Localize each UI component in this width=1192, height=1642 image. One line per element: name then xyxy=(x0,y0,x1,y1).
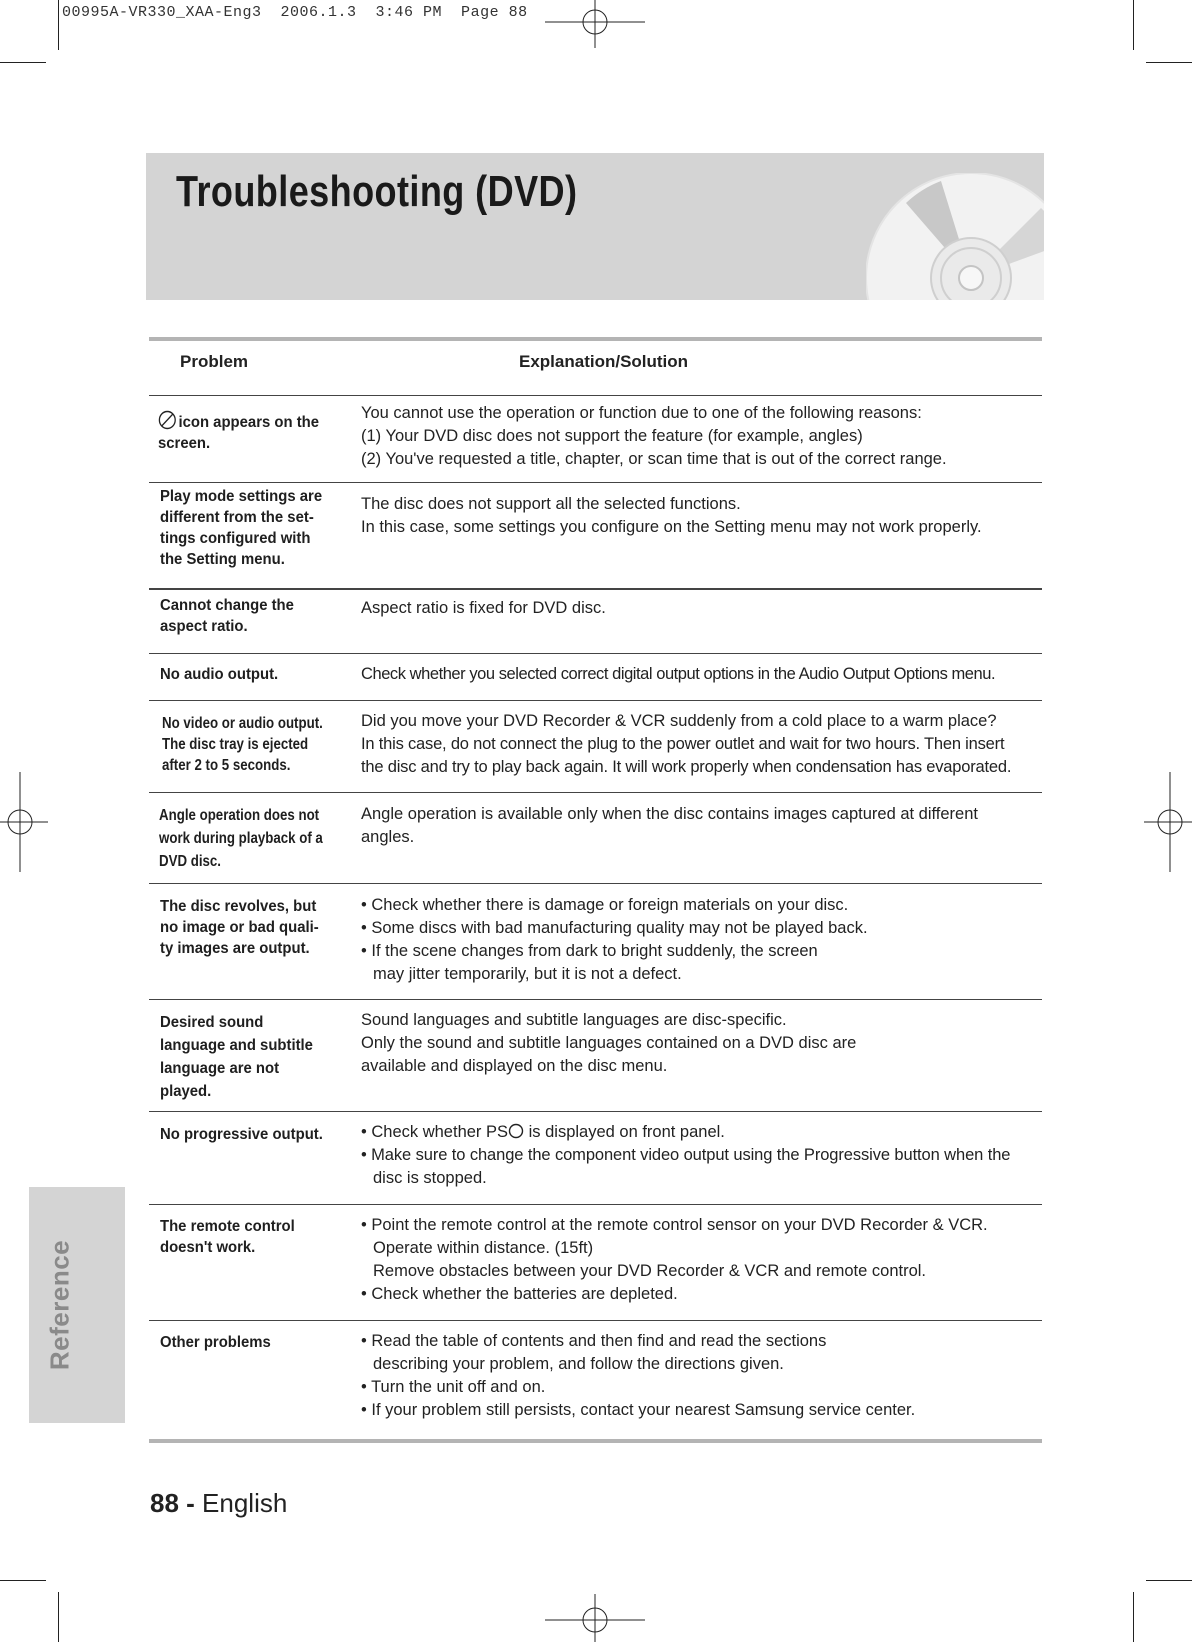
problem-cell xyxy=(158,410,325,454)
section-side-tab xyxy=(29,1187,125,1423)
crop-mark xyxy=(1146,1580,1192,1581)
section-side-tab-label: Reference xyxy=(44,1239,75,1371)
solution-cell xyxy=(361,1121,1051,1190)
solution-cell xyxy=(361,1214,1051,1306)
solution-cell xyxy=(361,597,1051,620)
solution-line: • If your problem still persists, contact your nearest Samsung service center. xyxy=(361,1401,916,1419)
solution-line: • Read the table of contents and then find and read the sections xyxy=(361,1332,827,1350)
solution-line: The disc does not support all the selected functions. xyxy=(361,495,741,513)
crop-mark xyxy=(0,62,46,63)
row-divider xyxy=(149,588,1042,590)
registration-mark-top xyxy=(545,0,645,50)
registration-mark-right xyxy=(1142,772,1192,872)
row-divider xyxy=(149,1111,1042,1112)
solution-line: Operate within distance. (15ft) xyxy=(373,1239,594,1257)
page-language: English xyxy=(202,1488,288,1518)
solution-line: the disc and try to play back again. It will work properly when condensation has evaporated. xyxy=(361,758,1012,776)
solution-line: Angle operation is available only when the disc contains images captured at different xyxy=(361,805,978,823)
solution-line: • Turn the unit off and on. xyxy=(361,1378,546,1396)
solution-line: • Check whether the batteries are depleted. xyxy=(361,1285,678,1303)
title-band xyxy=(146,153,1044,300)
row-divider xyxy=(149,999,1042,1000)
column-header-solution: Explanation/Solution xyxy=(519,352,689,371)
page-footer xyxy=(150,1488,287,1519)
solution-cell xyxy=(361,1330,1051,1422)
solution-line: In this case, some settings you configure on the Setting menu may not work properly. xyxy=(361,518,982,536)
solution-line: angles. xyxy=(361,828,415,846)
problem-cell: Cannot change the aspect ratio. xyxy=(160,597,294,635)
progressive-indicator-icon xyxy=(508,1123,524,1139)
row-divider xyxy=(149,792,1042,793)
solution-line: describing your problem, and follow the directions given. xyxy=(373,1355,784,1373)
problem-cell: Desired sound language and subtitle language are not played. xyxy=(160,1014,313,1100)
problem-cell: No video or audio output. The disc tray is ejected after 2 to 5 seconds. xyxy=(162,715,323,774)
crop-mark xyxy=(0,1580,46,1581)
print-header: 00995A-VR330_XAA-Eng3 2006.1.3 3:46 PM Page 88 xyxy=(62,4,528,21)
problem-cell: Other problems xyxy=(160,1334,271,1351)
prohibited-icon xyxy=(158,410,177,430)
solution-line: disc is stopped. xyxy=(373,1169,487,1187)
solution-line: In this case, do not connect the plug to the power outlet and wait for two hours. Then insert xyxy=(361,735,1005,753)
row-divider xyxy=(149,482,1042,483)
solution-line: • Make sure to change the component video output using the Progressive button when the xyxy=(361,1146,1011,1164)
solution-cell xyxy=(361,493,1051,539)
crop-mark xyxy=(1133,1592,1134,1642)
solution-line: • Some discs with bad manufacturing quality may not be played back. xyxy=(361,919,868,937)
solution-line: • Point the remote control at the remote control sensor on your DVD Recorder & VCR. xyxy=(361,1216,988,1234)
page-number: 88 - xyxy=(150,1488,195,1518)
solution-cell xyxy=(361,1009,1051,1078)
solution-cell xyxy=(361,803,1051,849)
row-divider xyxy=(149,1320,1042,1321)
row-divider xyxy=(149,653,1042,654)
row-divider xyxy=(149,1204,1042,1205)
registration-mark-bottom xyxy=(545,1592,645,1642)
page-title: Troubleshooting (DVD) xyxy=(176,167,578,216)
solution-line: Check whether you selected correct digital output options in the Audio Output Options menu. xyxy=(361,665,996,683)
solution-text: is displayed on front panel. xyxy=(524,1123,725,1141)
row-divider xyxy=(149,883,1042,884)
crop-mark xyxy=(1133,0,1134,50)
registration-mark-left xyxy=(0,772,50,872)
problem-cell: The remote control doesn't work. xyxy=(160,1218,295,1256)
solution-text: • Check whether PS xyxy=(361,1123,509,1141)
problem-text: icon appears on the screen. xyxy=(158,414,320,452)
solution-line: (2) You've requested a title, chapter, or scan time that is out of the correct range. xyxy=(361,450,947,468)
crop-mark xyxy=(58,1592,59,1642)
solution-line: may jitter temporarily, but it is not a defect. xyxy=(373,965,682,983)
row-divider xyxy=(149,395,1042,396)
disc-icon xyxy=(866,173,1044,300)
solution-line: Sound languages and subtitle languages are disc-specific. xyxy=(361,1011,787,1029)
problem-cell: The disc revolves, but no image or bad quali-ty images are output. xyxy=(160,898,319,957)
solution-line: Remove obstacles between your DVD Recorder & VCR and remote control. xyxy=(373,1262,926,1280)
solution-line: Aspect ratio is fixed for DVD disc. xyxy=(361,599,606,617)
crop-mark xyxy=(58,0,59,50)
problem-cell: Play mode settings are different from the set-tings configured with the Setting menu. xyxy=(160,488,323,568)
table-top-rule xyxy=(149,337,1042,341)
solution-line: • If the scene changes from dark to bright suddenly, the screen xyxy=(361,942,818,960)
problem-cell: Angle operation does not work during playback of a DVD disc. xyxy=(159,807,323,870)
table-bottom-rule xyxy=(149,1439,1042,1443)
problem-cell: No progressive output. xyxy=(160,1126,323,1143)
column-header-problem: Problem xyxy=(180,352,249,371)
solution-cell xyxy=(361,402,1051,471)
row-divider xyxy=(149,700,1042,701)
solution-line: Only the sound and subtitle languages contained on a DVD disc are xyxy=(361,1034,857,1052)
solution-line: • Check whether there is damage or foreign materials on your disc. xyxy=(361,896,849,914)
problem-cell: No audio output. xyxy=(160,666,279,683)
solution-line: (1) Your DVD disc does not support the feature (for example, angles) xyxy=(361,427,863,445)
crop-mark xyxy=(1146,62,1192,63)
solution-cell xyxy=(361,663,1051,686)
solution-line: You cannot use the operation or function due to one of the following reasons: xyxy=(361,404,922,422)
solution-line xyxy=(361,1121,1051,1144)
solution-line: available and displayed on the disc menu. xyxy=(361,1057,668,1075)
solution-line: Did you move your DVD Recorder & VCR suddenly from a cold place to a warm place? xyxy=(361,712,997,730)
solution-cell xyxy=(361,710,1051,779)
solution-cell xyxy=(361,894,1051,986)
